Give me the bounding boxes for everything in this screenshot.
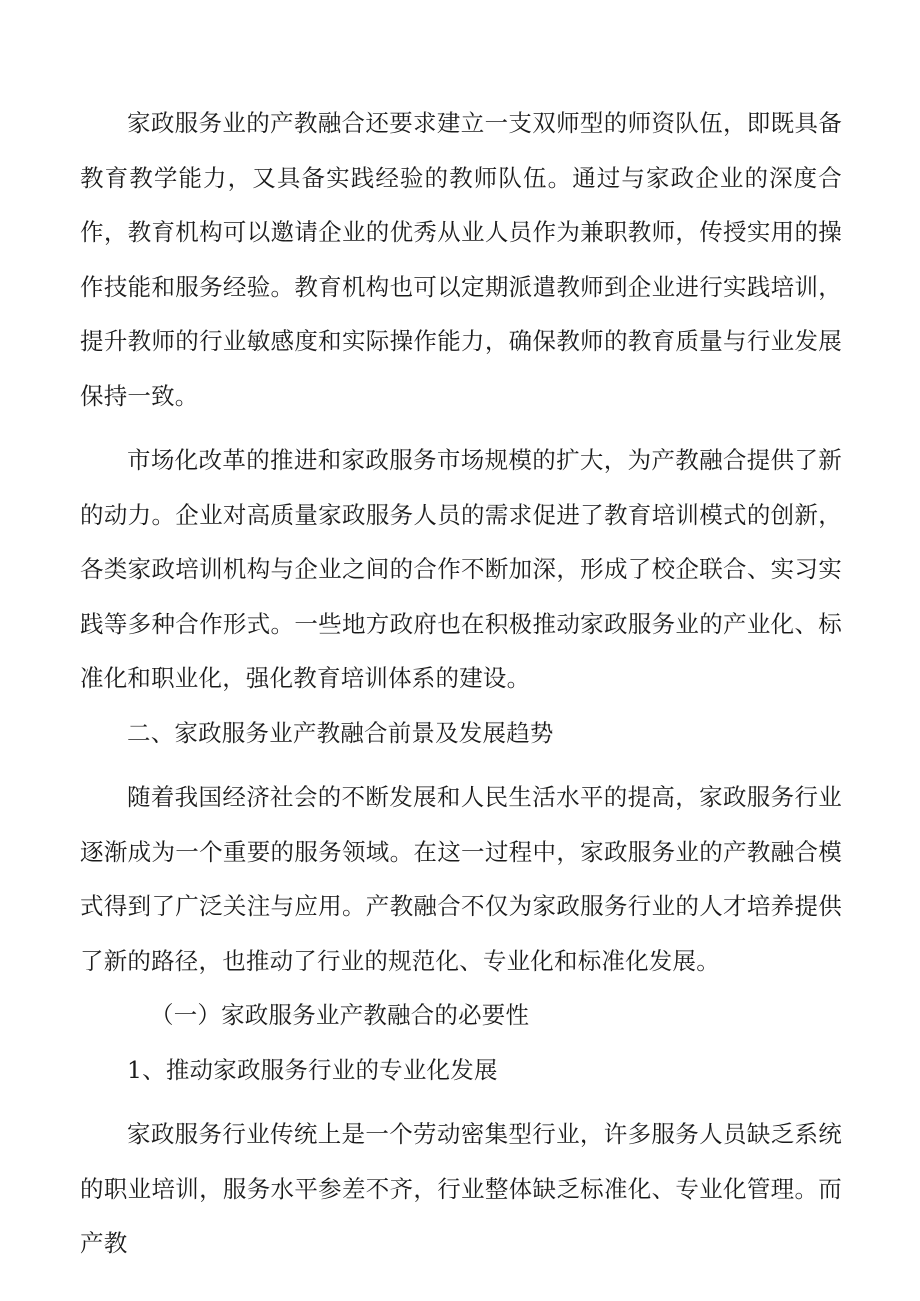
section-heading: 二、家政服务业产教融合前景及发展趋势	[127, 718, 554, 747]
paragraph: 随着我国经济社会的不断发展和人民生活水平的提高，家政服务行业逐渐成为一个重要的服务领域。在这一过程中，家政服务业的产教融合模式得到了广泛关注与应用。产教融合不仅为家政服务行业的人才培养提供了新的路径，也推动了行业的规范化、专业化和标准化发展。	[80, 783, 842, 975]
paragraph: 市场化改革的推进和家政服务市场规模的扩大，为产教融合提供了新的动力。企业对高质量家政服务人员的需求促进了教育培训模式的创新，各类家政培训机构与企业之间的合作不断加深，形成了校企联合、实习实践等多种合作形式。一些地方政府也在积极推动家政服务业的产业化、标准化和职业化，强化教育培训体系的建设。	[80, 446, 842, 692]
paragraph: 家政服务行业传统上是一个劳动密集型行业，许多服务人员缺乏系统的职业培训，服务水平参差不齐，行业整体缺乏标准化、专业化管理。而产教	[80, 1120, 842, 1257]
item-heading: 1、推动家政服务行业的专业化发展	[127, 1055, 498, 1084]
document-body	[80, 96, 842, 1271]
subsection-heading: （一）家政服务业产教融合的必要性	[150, 1001, 530, 1029]
paragraph: 家政服务业的产教融合还要求建立一支双师型的师资队伍，即既具备教育教学能力，又具备实践经验的教师队伍。通过与家政企业的深度合作，教育机构可以邀请企业的优秀从业人员作为兼职教师，传授实用的操作技能和服务经验。教育机构也可以定期派遣教师到企业进行实践培训，提升教师的行业敏感度和实际操作能力，确保教师的教育质量与行业发展保持一致。	[80, 109, 842, 410]
